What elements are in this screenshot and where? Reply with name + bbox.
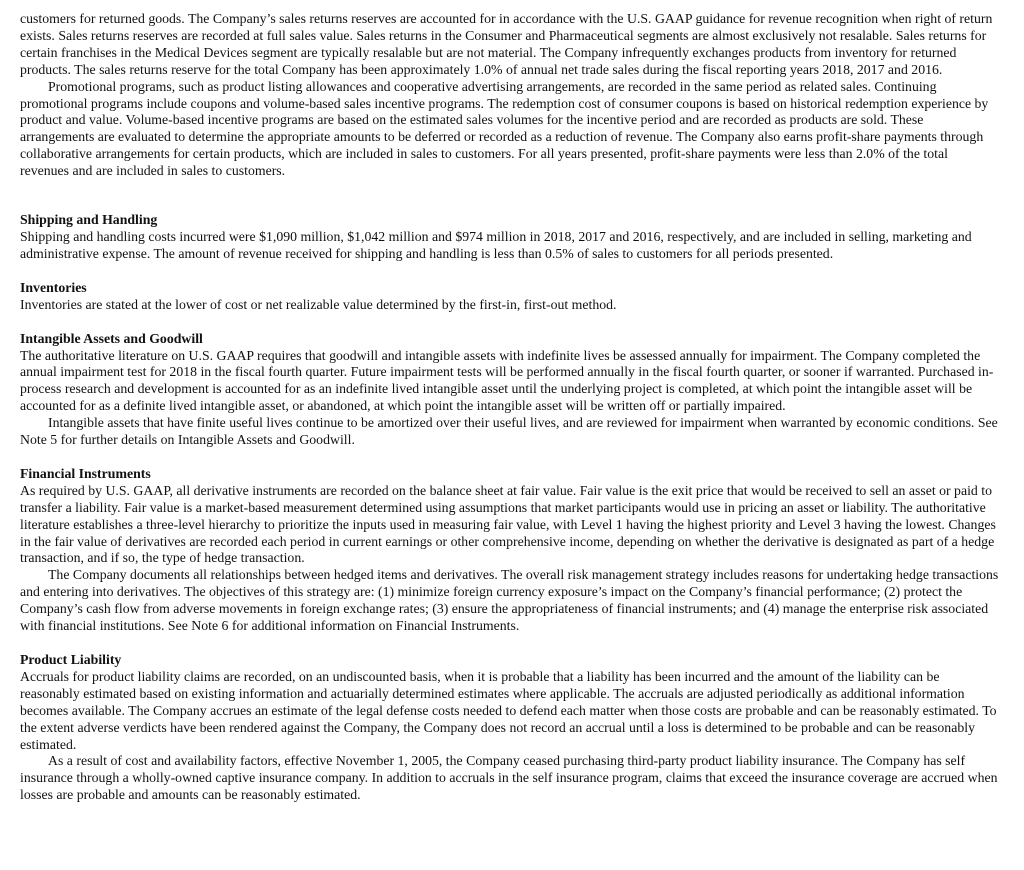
section-product-liability (20, 652, 1000, 804)
intro-paragraph: Promotional programs, such as product listing allowances and cooperative advertising arrangements, are recorded in the same period as related sales. Continuing promotional programs include coupons and volume-based sales incentive programs. The redemption cost of consumer coupons is based on historical redemption experience by product and value. Volume-based incentive programs are based on the estimated sales volumes for the incentive period and are recorded as products are sold. These arrangements are evaluated to determine the appropriate amounts to be deferred or recorded as a reduction of revenue. The Company also earns profit-share payments through collaborative arrangements for certain products, which are included in sales to customers. For all years presented, profit-share payments were less than 2.0% of the total revenues and are included in sales to customers. (20, 78, 989, 179)
section-paragraph: Accruals for product liability claims are recorded, on an undiscounted basis, when it is probable that a liability has been incurred and the amount of the liability can be reasonably estimated based on existing information and actuarially determined estimates where applicable. The accruals are adjusted periodically as additional information becomes available. The Company accrues an estimate of the legal defense costs needed to defend each matter when those costs are probable and can be reasonably estimated. To the extent adverse verdicts have been rendered against the Company, the Company does not record an accrual until a loss is determined to be probable and can be reasonably estimated. (20, 668, 997, 752)
section-inventories (20, 280, 1000, 314)
section-paragraph: Shipping and handling costs incurred were $1,090 million, $1,042 million and $974 million in 2018, 2017 and 2016, respectively, and are included in selling, marketing and administrative expense. The amount of revenue received for shipping and handling is less than 0.5% of sales to customers for all periods presented. (20, 228, 972, 261)
intro-paragraph: customers for returned goods. The Company’s sales returns reserves are accounted for in accordance with the U.S. GAAP guidance for revenue recognition when right of return exists. Sales returns reserves are recorded at full sales value. Sales returns in the Consumer and Pharmaceutical segments are almost exclusively not resalable. Sales returns for certain franchises in the Medical Devices segment are typically resalable but are not material. The Company infrequently exchanges products from inventory for returned products. The sales returns reserve for the total Company has been approximately 1.0% of annual net trade sales during the fiscal reporting years 2018, 2017 and 2016. (20, 11, 993, 77)
section-heading: Shipping and Handling (20, 212, 158, 228)
section-heading: Financial Instruments (20, 465, 151, 481)
section-paragraph: Inventories are stated at the lower of cost or net realizable value determined by the first-in, first-out method. (20, 296, 617, 312)
section-paragraph: Intangible assets that have finite useful lives continue to be amortized over their useful lives, and are reviewed for impairment when warranted by economic conditions. See Note 5 for further details on Intangible Assets and Goodwill. (20, 415, 998, 448)
section-heading: Intangible Assets and Goodwill (20, 330, 203, 346)
section-shipping-and-handling (20, 212, 1000, 263)
section-paragraph: As required by U.S. GAAP, all derivative instruments are recorded on the balance sheet at fair value. Fair value is the exit price that would be received to sell an asset or paid to transfer a liability. Fair value is a market-based measurement determined using assumptions that market participants would use in pricing an asset or liability. The authoritative literature establishes a three-level hierarchy to prioritize the inputs used in measuring fair value, with Level 1 having the highest priority and Level 3 having the lowest. Changes in the fair value of derivatives are recorded each period in current earnings or other comprehensive income, depending on whether the derivative is designated as part of a hedge transaction, and if so, the type of hedge transaction. (20, 482, 996, 566)
intro-block (20, 11, 1000, 180)
section-paragraph: As a result of cost and availability factors, effective November 1, 2005, the Company ceased purchasing third-party product liability insurance. The Company has self insurance through a wholly-owned captive insurance company. In addition to accruals in the self insurance program, claims that exceed the insurance coverage are accrued when losses are probable and amounts can be reasonably estimated. (20, 753, 998, 803)
section-paragraph: The Company documents all relationships between hedged items and derivatives. The overall risk management strategy includes reasons for undertaking hedge transactions and entering into derivatives. The objectives of this strategy are: (1) minimize foreign currency exposure’s impact on the Company’s financial performance; (2) protect the Company’s cash flow from adverse movements in foreign exchange rates; (3) ensure the appropriateness of financial instruments; and (4) manage the enterprise risk associated with financial institutions. See Note 6 for additional information on Financial Instruments. (20, 567, 999, 634)
section-heading: Product Liability (20, 652, 122, 667)
section-financial-instruments (20, 466, 1000, 635)
section-intangible-assets-and-goodwill (20, 331, 1000, 449)
section-paragraph: The authoritative literature on U.S. GAAP requires that goodwill and intangible assets with indefinite lives be assessed annually for impairment. The Company completed the annual impairment test for 2018 in the fiscal fourth quarter. Future impairment tests will be performed annually in the fiscal fourth quarter, or sooner if warranted. Purchased in-process research and development is accounted for as an indefinite lived intangible asset until the underlying project is completed, at which point the intangible asset will be accounted for as a definite lived intangible asset, or abandoned, at which point the intangible asset will be written off or partially impaired. (20, 347, 994, 414)
section-heading: Inventories (20, 279, 87, 295)
